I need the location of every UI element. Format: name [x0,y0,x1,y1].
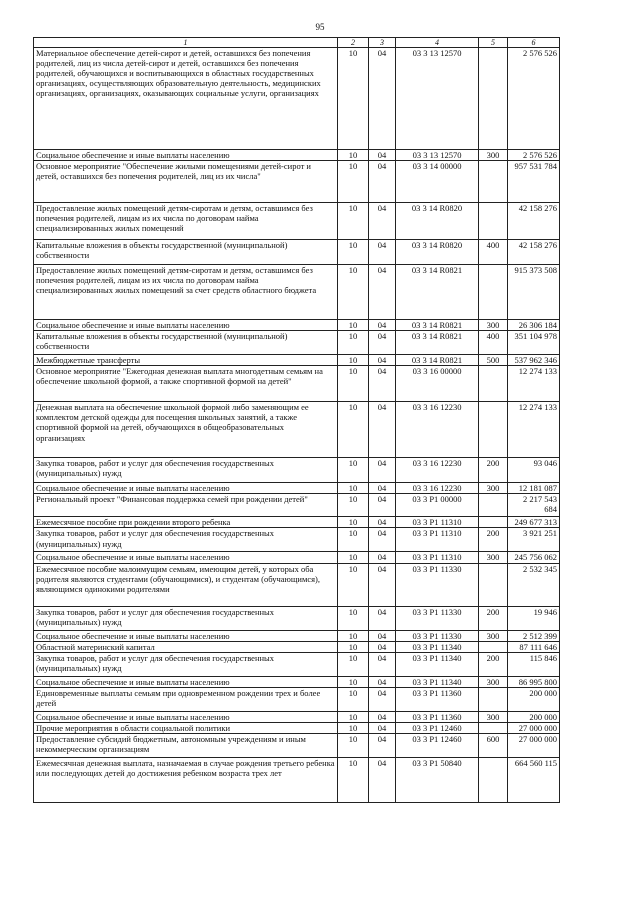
row-expense-type: 200 [479,528,508,552]
row-section: 10 [338,606,369,630]
row-target-article: 03 3 P1 11340 [396,641,479,652]
row-name: Предоставление субсидий бюджетным, автономным учреждениям и иным некоммерческим организациям [34,734,338,758]
row-expense-type [479,494,508,517]
row-expense-type: 600 [479,734,508,758]
row-amount: 2 217 543 684 [508,494,560,517]
row-name: Денежная выплата на обеспечение школьной формой либо заменяющим ее комплектом детской одежды для посещения школьных занятий, а также спортивной формой на детей, обучающихся в общеобразовательных организациях [34,402,338,458]
table-row [34,641,560,652]
row-name: Предоставление жилых помещений детям-сиротам и детям, оставшимся без попечения родителей, лицам из их числа по договорам найма специализированных жилых помещений за счет средств областного бюджета [34,265,338,320]
table-row [34,483,560,494]
row-section: 10 [338,722,369,733]
row-expense-type: 200 [479,652,508,676]
header-cell-subsection: 3 [369,38,396,48]
row-subsection: 04 [369,265,396,320]
table-row [34,48,560,150]
row-subsection: 04 [369,331,396,355]
header-cell-section: 2 [338,38,369,48]
row-subsection: 04 [369,630,396,641]
table-row [34,687,560,711]
table-row [34,517,560,528]
row-section: 10 [338,641,369,652]
row-section: 10 [338,687,369,711]
row-amount: 12 274 133 [508,366,560,402]
row-target-article: 03 3 14 R0821 [396,331,479,355]
row-amount: 87 111 646 [508,641,560,652]
row-amount: 3 921 251 [508,528,560,552]
row-target-article: 03 3 P1 11360 [396,711,479,722]
row-subsection: 04 [369,203,396,240]
row-target-article: 03 3 14 00000 [396,161,479,203]
row-name: Социальное обеспечение и иные выплаты населению [34,483,338,494]
row-section: 10 [338,150,369,161]
row-expense-type: 500 [479,355,508,366]
row-expense-type [479,563,508,606]
row-expense-type: 300 [479,552,508,563]
row-section: 10 [338,203,369,240]
page-number: 95 [315,22,325,32]
row-name: Капитальные вложения в объекты государственной (муниципальной) собственности [34,240,338,265]
row-amount: 2 532 345 [508,563,560,606]
row-target-article: 03 3 P1 11330 [396,563,479,606]
table-row [34,240,560,265]
row-expense-type [479,366,508,402]
row-section: 10 [338,320,369,331]
row-amount: 200 000 [508,711,560,722]
row-amount: 27 000 000 [508,722,560,733]
row-section: 10 [338,355,369,366]
row-subsection: 04 [369,517,396,528]
table-row [34,402,560,458]
row-target-article: 03 3 16 12230 [396,402,479,458]
row-name: Межбюджетные трансферты [34,355,338,366]
row-name: Закупка товаров, работ и услуг для обеспечения государственных (муниципальных) нужд [34,606,338,630]
row-section: 10 [338,402,369,458]
row-amount: 664 560 115 [508,758,560,803]
table-row [34,528,560,552]
row-subsection: 04 [369,494,396,517]
row-subsection: 04 [369,722,396,733]
row-amount: 957 531 784 [508,161,560,203]
row-section: 10 [338,48,369,150]
row-section: 10 [338,630,369,641]
table-row [34,734,560,758]
row-name: Социальное обеспечение и иные выплаты населению [34,630,338,641]
table-row [34,161,560,203]
row-name: Предоставление жилых помещений детям-сиротам и детям, оставшимся без попечения родителей, лицам из их числа по договорам найма специализированных жилых помещений [34,203,338,240]
row-name: Прочие мероприятия в области социальной политики [34,722,338,733]
row-subsection: 04 [369,711,396,722]
table-row [34,552,560,563]
row-target-article: 03 3 P1 11360 [396,687,479,711]
row-amount: 86 995 800 [508,676,560,687]
row-amount: 26 306 184 [508,320,560,331]
row-subsection: 04 [369,240,396,265]
row-subsection: 04 [369,676,396,687]
row-amount: 2 512 399 [508,630,560,641]
table-row [34,331,560,355]
row-subsection: 04 [369,606,396,630]
header-cell-amount: 6 [508,38,560,48]
row-expense-type: 300 [479,483,508,494]
row-name: Ежемесячное пособие при рождении второго ребенка [34,517,338,528]
row-name: Материальное обеспечение детей-сирот и детей, оставшихся без попечения родителей, лиц из числа детей-сирот и детей, оставшихся без попечения родителей, обучающихся и воспитывающихся в областных государственных организациях, осуществляющих образовательную деятельность, медицинских организациях, организациях, оказывающих социальные услуги, организациях [34,48,338,150]
row-name: Основное мероприятие "Обеспечение жилыми помещениями детей-сирот и детей, оставшихся без попечения родителей, лиц из их числа" [34,161,338,203]
row-amount: 2 576 526 [508,150,560,161]
row-expense-type [479,265,508,320]
row-expense-type [479,758,508,803]
row-expense-type: 300 [479,711,508,722]
row-amount: 249 677 313 [508,517,560,528]
row-name: Социальное обеспечение и иные выплаты населению [34,552,338,563]
row-name: Капитальные вложения в объекты государственной (муниципальной) собственности [34,331,338,355]
row-amount: 537 962 346 [508,355,560,366]
table-row [34,563,560,606]
row-expense-type [479,517,508,528]
header-cell-expense-type: 5 [479,38,508,48]
row-section: 10 [338,528,369,552]
row-expense-type [479,161,508,203]
row-name: Социальное обеспечение и иные выплаты населению [34,711,338,722]
row-name: Основное мероприятие "Ежегодная денежная выплата многодетным семьям на обеспечение школьной формой, а также спортивной формой на детей" [34,366,338,402]
row-section: 10 [338,652,369,676]
table-row [34,458,560,483]
row-target-article: 03 3 P1 12460 [396,722,479,733]
row-target-article: 03 3 P1 12460 [396,734,479,758]
row-target-article: 03 3 P1 00000 [396,494,479,517]
row-section: 10 [338,734,369,758]
row-subsection: 04 [369,48,396,150]
row-target-article: 03 3 P1 11340 [396,652,479,676]
table-row [34,494,560,517]
row-expense-type: 300 [479,320,508,331]
table-row [34,606,560,630]
row-amount: 200 000 [508,687,560,711]
row-subsection: 04 [369,161,396,203]
row-subsection: 04 [369,552,396,563]
row-subsection: 04 [369,458,396,483]
row-section: 10 [338,265,369,320]
row-target-article: 03 3 P1 11310 [396,552,479,563]
row-amount: 2 576 526 [508,48,560,150]
row-subsection: 04 [369,652,396,676]
row-section: 10 [338,552,369,563]
row-expense-type: 200 [479,606,508,630]
budget-table [33,37,560,803]
row-section: 10 [338,458,369,483]
row-name: Ежемесячное пособие малоимущим семьям, имеющим детей, у которых оба родителя являются студентами (обучающимися), и студентам (обучающимся), являющимся одинокими родителями [34,563,338,606]
row-section: 10 [338,758,369,803]
row-name: Областной материнский капитал [34,641,338,652]
row-section: 10 [338,331,369,355]
table-row [34,676,560,687]
row-expense-type [479,203,508,240]
row-target-article: 03 3 P1 11310 [396,517,479,528]
row-target-article: 03 3 13 12570 [396,150,479,161]
table-row [34,722,560,733]
row-subsection: 04 [369,320,396,331]
row-target-article: 03 3 P1 11330 [396,606,479,630]
header-cell-target-article: 4 [396,38,479,48]
row-amount: 19 946 [508,606,560,630]
row-subsection: 04 [369,641,396,652]
row-expense-type: 200 [479,458,508,483]
table-row [34,150,560,161]
row-section: 10 [338,563,369,606]
row-target-article: 03 3 14 R0820 [396,240,479,265]
row-expense-type: 300 [479,150,508,161]
row-amount: 42 158 276 [508,203,560,240]
table-row [34,320,560,331]
row-expense-type [479,48,508,150]
row-subsection: 04 [369,366,396,402]
row-target-article: 03 3 13 12570 [396,48,479,150]
row-name: Региональный проект "Финансовая поддержка семей при рождении детей" [34,494,338,517]
row-target-article: 03 3 14 R0820 [396,203,479,240]
table-row [34,652,560,676]
row-amount: 245 756 062 [508,552,560,563]
row-expense-type [479,687,508,711]
row-subsection: 04 [369,687,396,711]
table-row [34,630,560,641]
row-subsection: 04 [369,402,396,458]
row-amount: 12 181 087 [508,483,560,494]
table-row [34,366,560,402]
row-amount: 115 846 [508,652,560,676]
row-target-article: 03 3 P1 50840 [396,758,479,803]
row-expense-type: 300 [479,630,508,641]
row-target-article: 03 3 16 12230 [396,483,479,494]
row-target-article: 03 3 P1 11330 [396,630,479,641]
row-expense-type: 400 [479,331,508,355]
row-amount: 351 104 978 [508,331,560,355]
row-section: 10 [338,483,369,494]
row-section: 10 [338,676,369,687]
row-expense-type: 400 [479,240,508,265]
row-section: 10 [338,494,369,517]
row-target-article: 03 3 16 12230 [396,458,479,483]
row-amount: 12 274 133 [508,402,560,458]
row-name: Социальное обеспечение и иные выплаты населению [34,676,338,687]
row-name: Закупка товаров, работ и услуг для обеспечения государственных (муниципальных) нужд [34,528,338,552]
row-target-article: 03 3 16 00000 [396,366,479,402]
row-name: Единовременные выплаты семьям при одновременном рождении трех и более детей [34,687,338,711]
row-name: Социальное обеспечение и иные выплаты населению [34,150,338,161]
row-section: 10 [338,517,369,528]
row-subsection: 04 [369,528,396,552]
row-name: Закупка товаров, работ и услуг для обеспечения государственных (муниципальных) нужд [34,458,338,483]
row-section: 10 [338,240,369,265]
row-subsection: 04 [369,563,396,606]
table-row [34,265,560,320]
row-target-article: 03 3 P1 11310 [396,528,479,552]
row-amount: 93 046 [508,458,560,483]
row-name: Ежемесячная денежная выплата, назначаемая в случае рождения третьего ребенка или последующих детей до достижения ребенком возраста трех лет [34,758,338,803]
row-expense-type: 300 [479,676,508,687]
row-target-article: 03 3 14 R0821 [396,355,479,366]
row-name: Закупка товаров, работ и услуг для обеспечения государственных (муниципальных) нужд [34,652,338,676]
row-section: 10 [338,366,369,402]
row-amount: 42 158 276 [508,240,560,265]
row-subsection: 04 [369,758,396,803]
row-expense-type [479,641,508,652]
header-cell-name: 1 [34,38,338,48]
row-subsection: 04 [369,483,396,494]
row-target-article: 03 3 14 R0821 [396,320,479,331]
row-section: 10 [338,161,369,203]
row-expense-type [479,402,508,458]
row-subsection: 04 [369,150,396,161]
table-row [34,711,560,722]
row-amount: 915 373 508 [508,265,560,320]
row-subsection: 04 [369,355,396,366]
header-row [34,38,560,48]
table-row [34,203,560,240]
table-row [34,355,560,366]
row-amount: 27 000 000 [508,734,560,758]
row-expense-type [479,722,508,733]
row-target-article: 03 3 14 R0821 [396,265,479,320]
row-section: 10 [338,711,369,722]
row-target-article: 03 3 P1 11340 [396,676,479,687]
row-subsection: 04 [369,734,396,758]
row-name: Социальное обеспечение и иные выплаты населению [34,320,338,331]
table-row [34,758,560,803]
